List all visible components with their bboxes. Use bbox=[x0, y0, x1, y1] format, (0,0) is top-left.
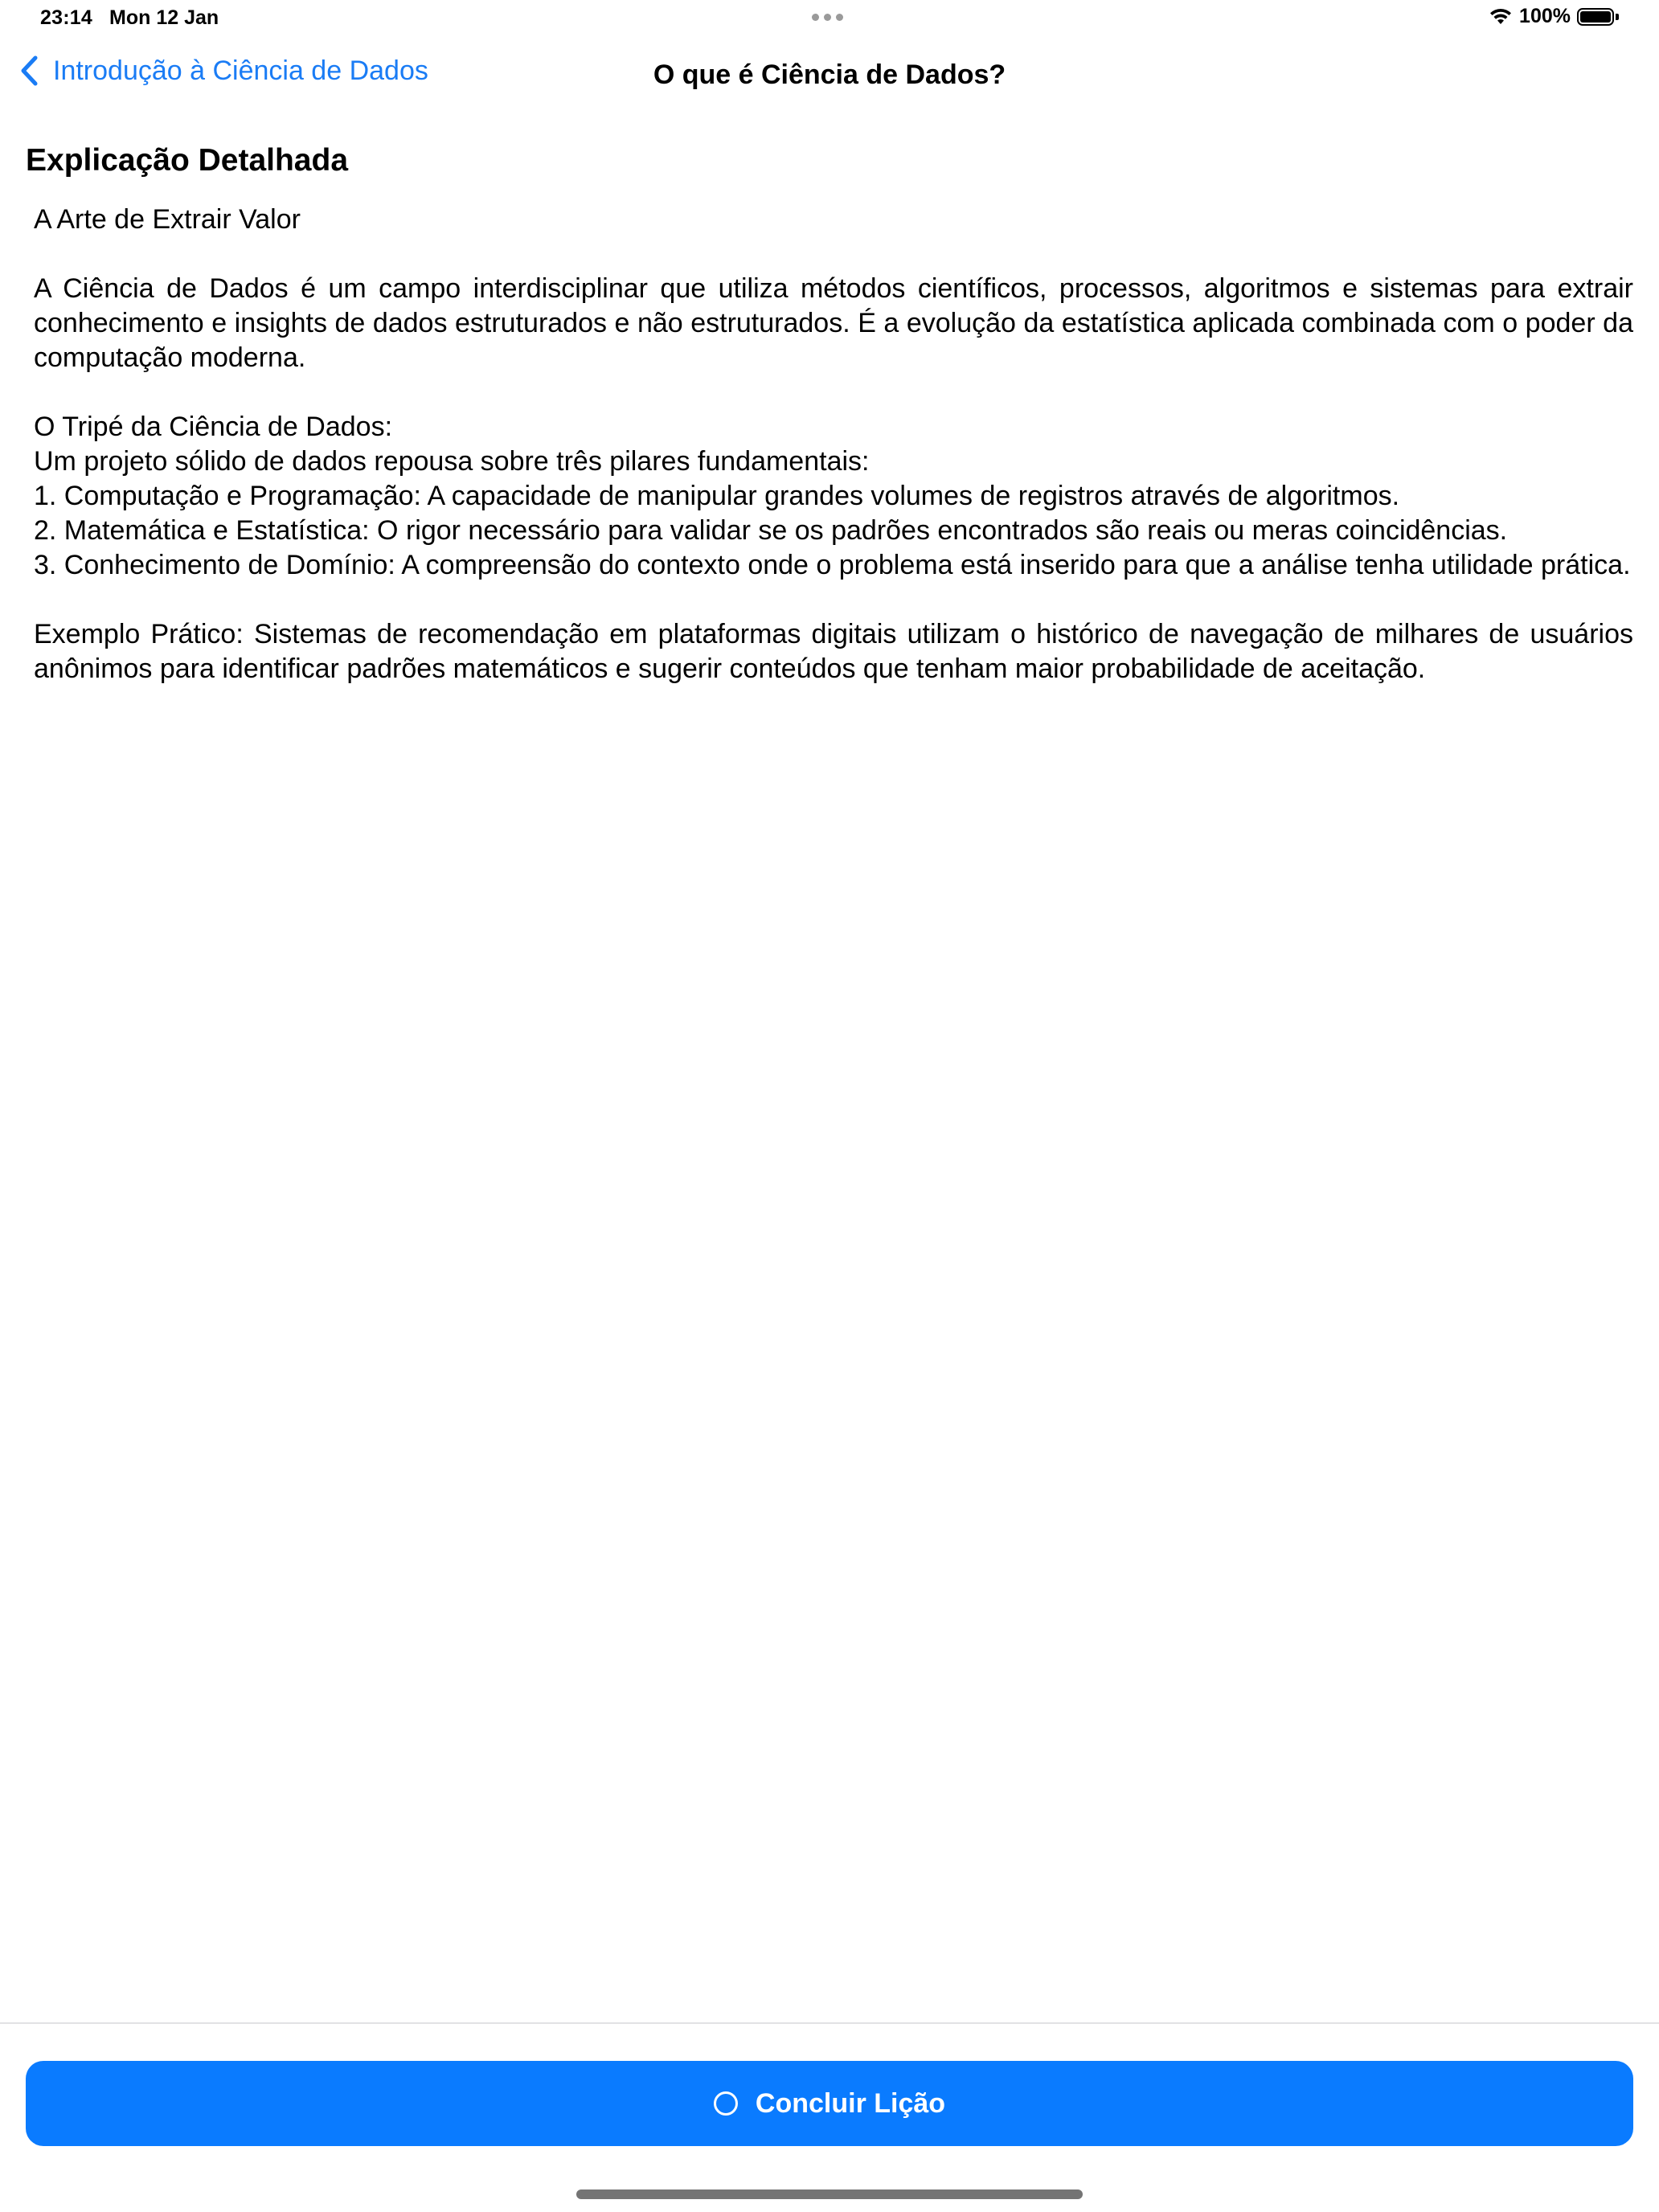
lesson-subtitle: A Arte de Extrair Valor bbox=[34, 204, 301, 235]
status-time: 23:14 bbox=[40, 6, 92, 29]
lesson-intro: A Ciência de Dados é um campo interdisciplinar que utiliza métodos científicos, processos, algoritmos e sistemas para extrair conhecimento e insights de dados estruturados e não estruturados. É a evolução da estatística aplicada combinada com o poder da computação moderna. bbox=[34, 273, 1633, 373]
section-heading: Explicação Detalhada bbox=[26, 143, 349, 178]
circle-icon bbox=[714, 2091, 738, 2116]
complete-lesson-label: Concluir Lição bbox=[755, 2087, 946, 2119]
page-title: O que é Ciência de Dados? bbox=[653, 59, 1006, 90]
wifi-icon bbox=[1489, 8, 1513, 26]
pillar-item: 3. Conhecimento de Domínio: A compreensão do contexto onde o problema está inserido para que a análise tenha utilidade prática. bbox=[34, 550, 1631, 580]
home-indicator[interactable] bbox=[576, 2189, 1083, 2199]
battery-icon bbox=[1577, 8, 1614, 26]
pillar-item: 2. Matemática e Estatística: O rigor necessário para validar se os padrões encontrados são reais ou meras coincidências. bbox=[34, 515, 1508, 546]
bottom-divider bbox=[0, 2022, 1659, 2024]
tripod-title: O Tripé da Ciência de Dados: bbox=[34, 412, 393, 442]
navigation-bar bbox=[0, 48, 1659, 109]
status-bar bbox=[0, 0, 1659, 39]
tripod-intro: Um projeto sólido de dados repousa sobre três pilares fundamentais: bbox=[34, 446, 870, 477]
practical-example: Exemplo Prático: Sistemas de recomendação em plataformas digitais utilizam o histórico de navegação de milhares de usuários anônimos para identificar padrões matemáticos e sugerir conteúdos que tenham maior probabilidade de aceitação. bbox=[34, 619, 1633, 684]
back-button-label: Introdução à Ciência de Dados bbox=[53, 55, 428, 86]
lesson-body bbox=[34, 203, 1633, 686]
battery-percentage: 100% bbox=[1519, 5, 1571, 27]
pillar-item: 1. Computação e Programação: A capacidade de manipular grandes volumes de registros através de algoritmos. bbox=[34, 481, 1400, 511]
status-indicators bbox=[1489, 5, 1619, 28]
lesson-content bbox=[26, 137, 1633, 686]
complete-lesson-button[interactable] bbox=[26, 2061, 1633, 2146]
multitask-dots-icon[interactable] bbox=[812, 14, 843, 21]
status-date: Mon 12 Jan bbox=[109, 6, 219, 29]
